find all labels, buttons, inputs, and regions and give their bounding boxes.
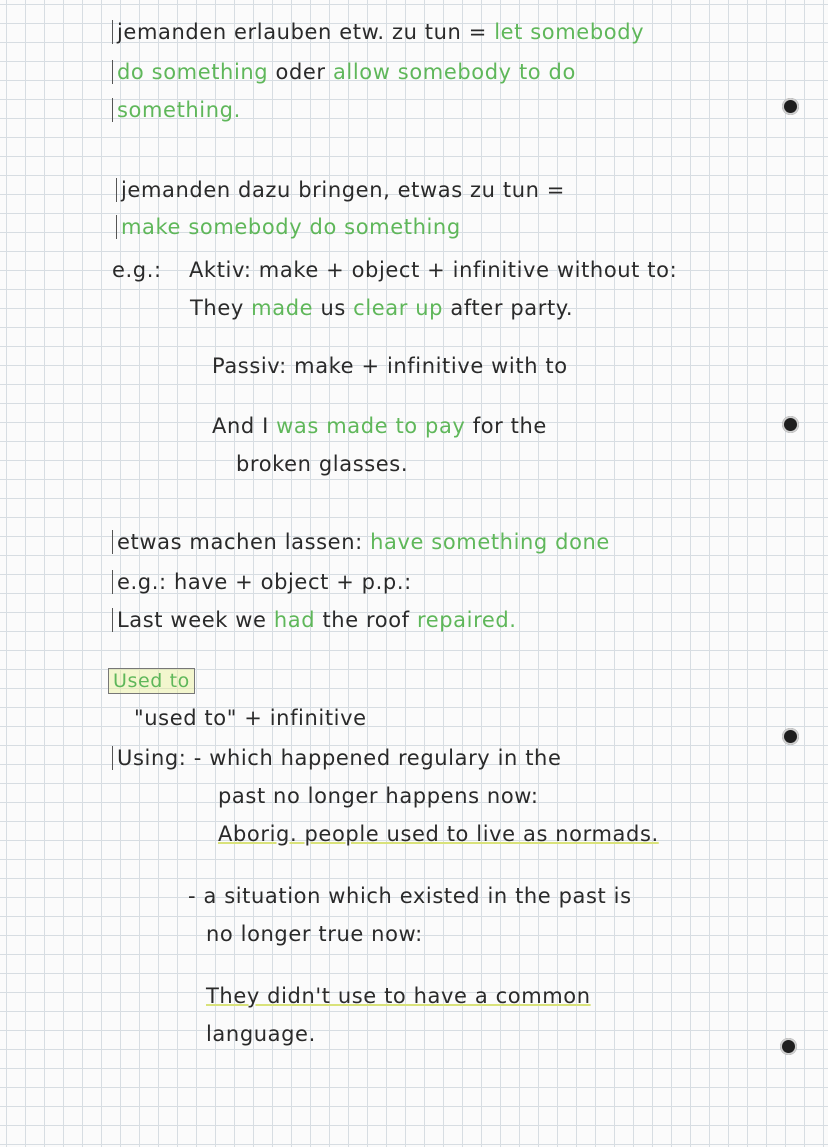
- section2-passiv-rule: Passiv: make + infinitive with to: [212, 354, 568, 378]
- section4-situation-cont: no longer true now:: [206, 922, 423, 946]
- section2-example1: [190, 296, 573, 320]
- text-green: was made to pay: [276, 414, 466, 438]
- text: after party.: [450, 296, 574, 320]
- section4-example2-cont: language.: [206, 1022, 316, 1046]
- section1-line1: [112, 20, 644, 44]
- text-green: let somebody: [494, 20, 645, 44]
- text-green: repaired.: [416, 608, 517, 632]
- punch-hole-icon: [782, 416, 799, 433]
- text: They: [190, 296, 244, 320]
- section3-line2: e.g.: have + object + p.p.:: [112, 570, 412, 594]
- section1-line3: something.: [112, 98, 241, 122]
- text-green: allow somebody to do: [332, 60, 576, 84]
- text: for the: [472, 414, 547, 438]
- section4-heading: Used to: [108, 668, 195, 694]
- punch-hole-icon: [782, 728, 799, 745]
- section1-line2: [112, 60, 576, 84]
- section4-using-cont: past no longer happens now:: [218, 784, 539, 808]
- section4-formula: "used to" + infinitive: [134, 706, 367, 730]
- section2-aktiv-line: [112, 258, 677, 282]
- text-green: clear up: [353, 296, 444, 320]
- text-green: do something: [117, 60, 269, 84]
- punch-hole-icon: [780, 1038, 797, 1055]
- text: jemanden erlauben etw. zu tun =: [117, 20, 487, 44]
- text: Last week we: [117, 608, 267, 632]
- section2-example2-cont: broken glasses.: [236, 452, 409, 476]
- text-green: made: [251, 296, 314, 320]
- section4-using: Using: - which happened regulary in the: [112, 746, 562, 770]
- text: the roof: [322, 608, 410, 632]
- eg-label: e.g.:: [112, 258, 162, 282]
- section2-line2: make somebody do something: [116, 215, 461, 239]
- aktiv-rule: Aktiv: make + object + infinitive without to:: [188, 258, 678, 282]
- punch-hole-icon: [782, 98, 799, 115]
- text: And I: [212, 414, 269, 438]
- section3-line1: [112, 530, 610, 554]
- section4-example1: Aborig. people used to live as normads.: [218, 822, 659, 846]
- section2-example2: [212, 414, 547, 438]
- section4-situation: - a situation which existed in the past is: [188, 884, 632, 908]
- section4-example2: They didn't use to have a common: [206, 984, 591, 1008]
- text: us: [320, 296, 346, 320]
- section3-line3: [112, 608, 517, 632]
- section2-line1: jemanden dazu bringen, etwas zu tun =: [116, 178, 565, 202]
- text: oder: [275, 60, 326, 84]
- text-green: had: [273, 608, 316, 632]
- text: etwas machen lassen:: [117, 530, 363, 554]
- text-green: have something done: [370, 530, 610, 554]
